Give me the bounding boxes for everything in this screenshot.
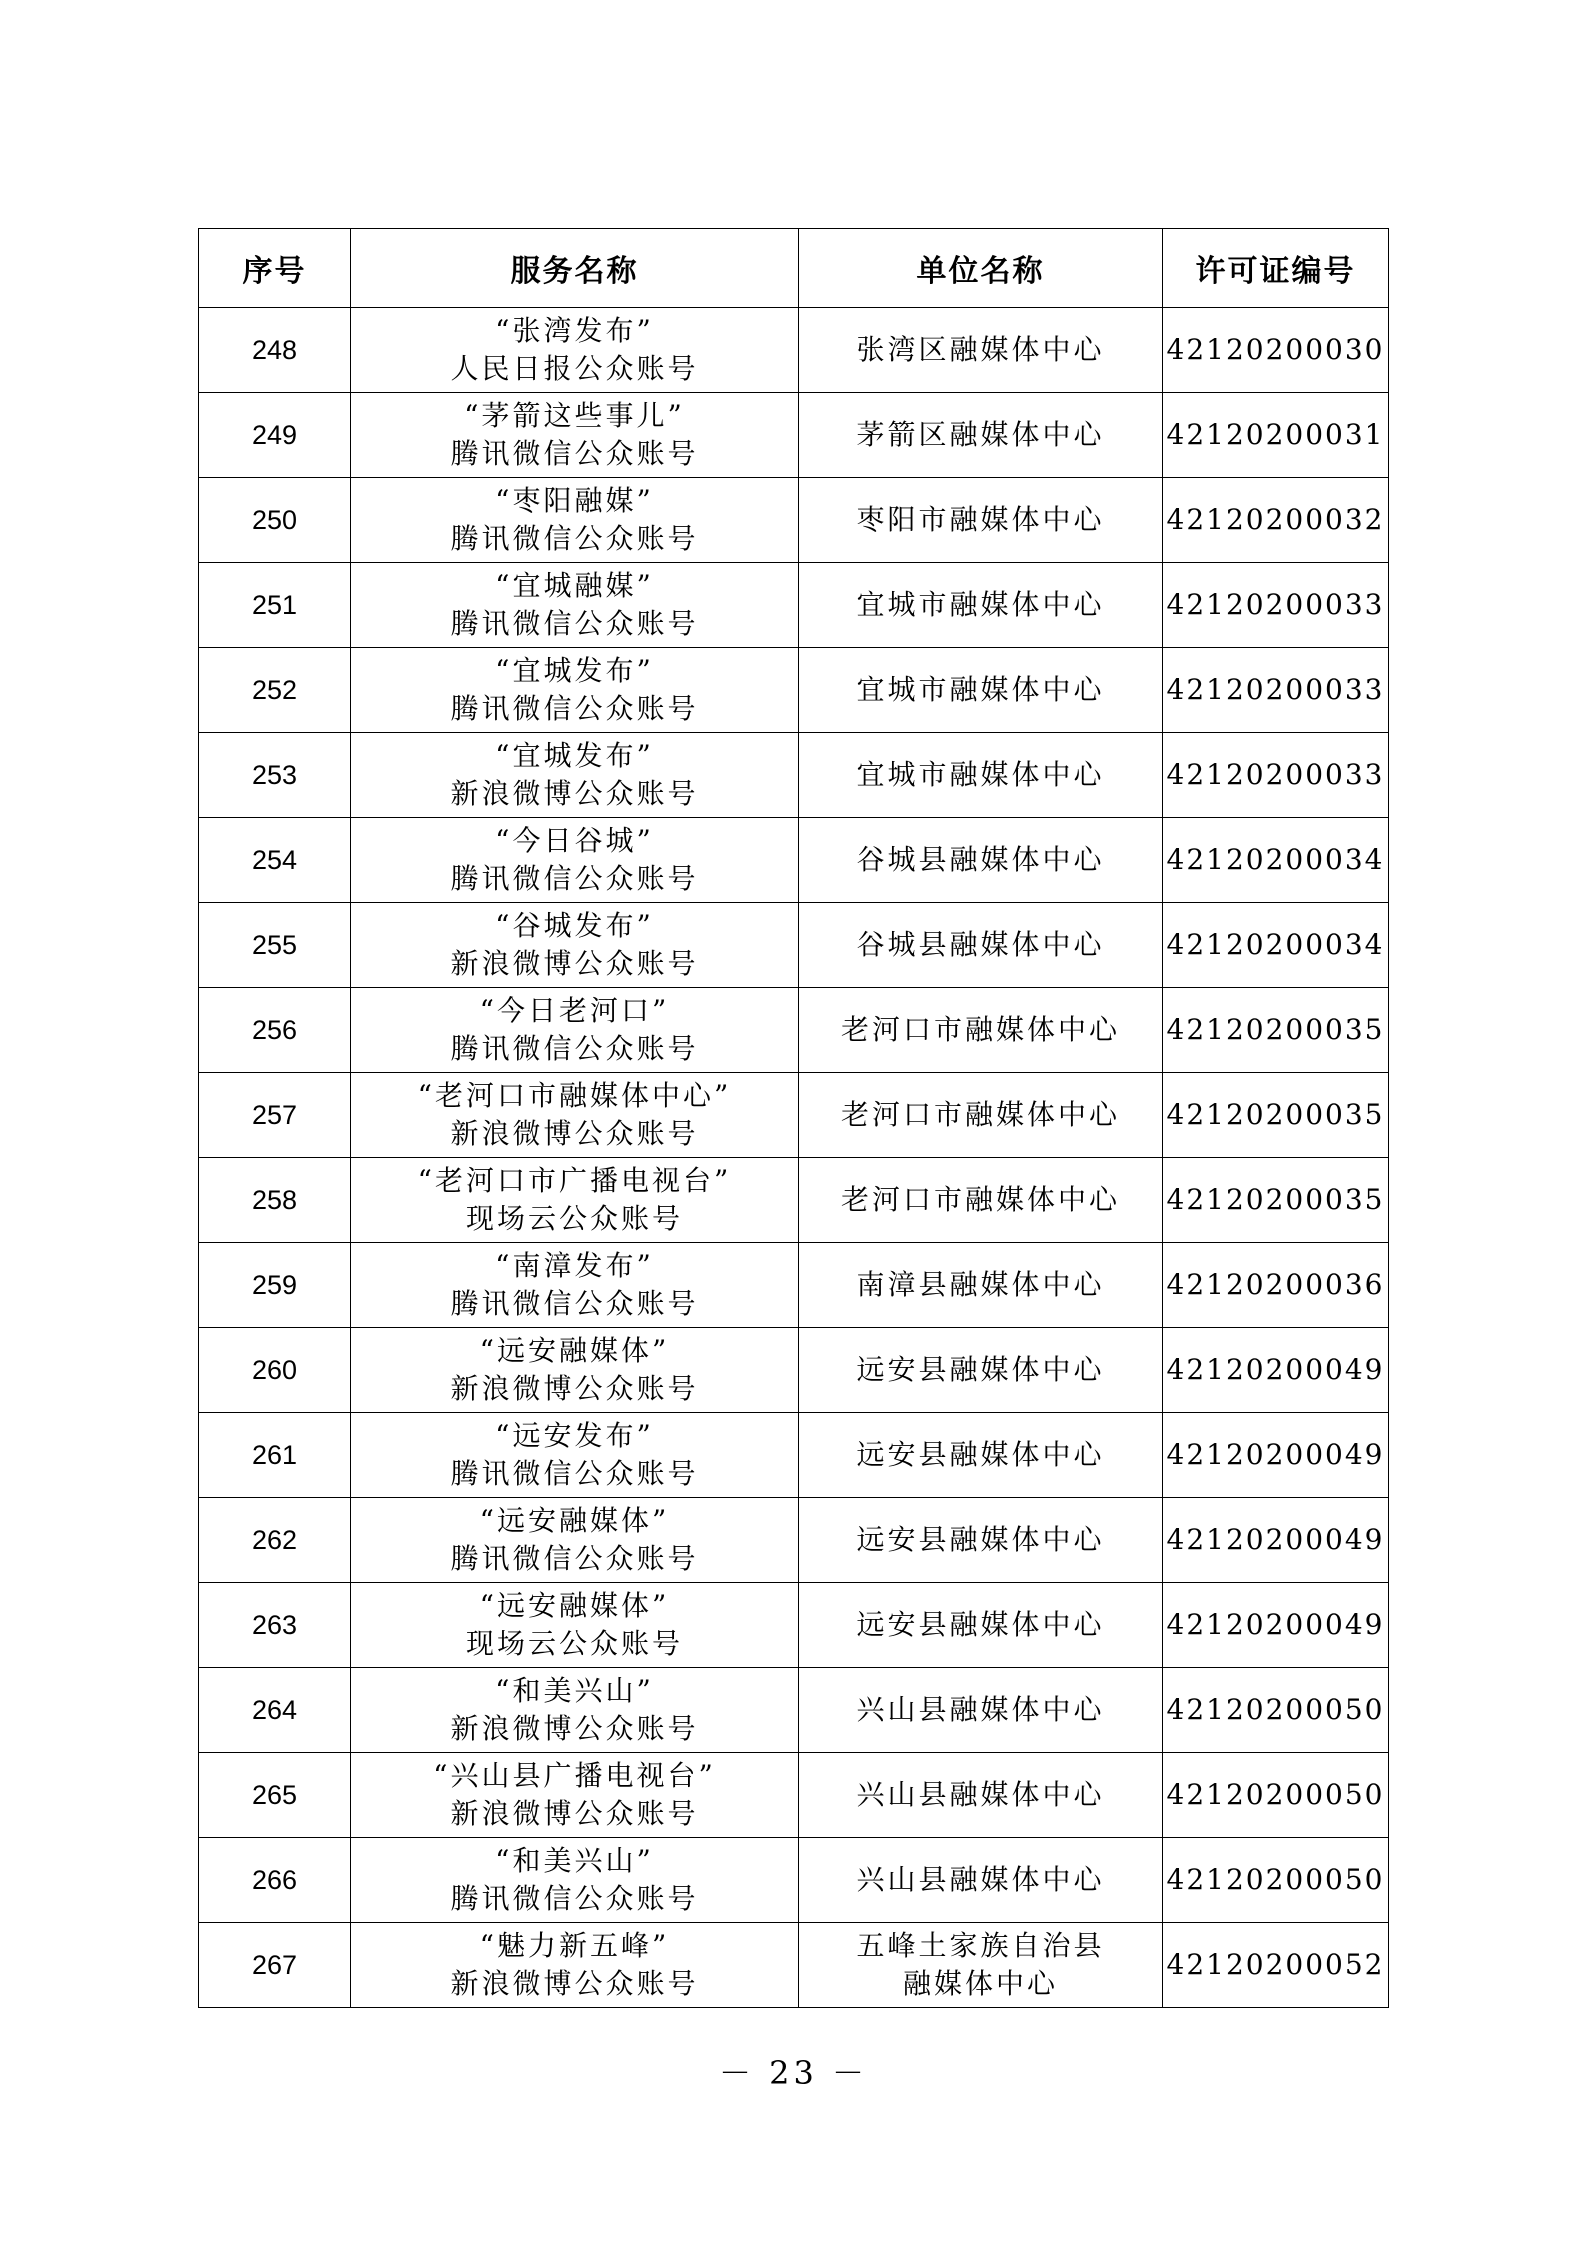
header-license-number: 许可证编号: [1163, 229, 1389, 308]
serial-number-cell: 262: [199, 1498, 351, 1583]
unit-name-line: 宜城市融媒体中心: [856, 588, 1105, 621]
unit-name-cell: [799, 1328, 1163, 1413]
service-name-line: “远安融媒体”: [479, 1334, 670, 1367]
service-name-line: “远安融媒体”: [479, 1589, 670, 1622]
license-number-cell: 42120200050: [1163, 1753, 1389, 1838]
serial-number-cell: 251: [199, 563, 351, 648]
service-name-line: 新浪微博公众账号: [450, 1372, 699, 1405]
table-row: [199, 563, 1389, 648]
service-name-line: “今日谷城”: [495, 824, 654, 857]
service-name-line: 腾讯微信公众账号: [450, 862, 699, 895]
service-name-line: “和美兴山”: [495, 1674, 654, 1707]
unit-name-line: 宜城市融媒体中心: [856, 758, 1105, 791]
unit-name-line: 茅箭区融媒体中心: [856, 418, 1105, 451]
unit-name-cell: [799, 563, 1163, 648]
unit-name-cell: [799, 1498, 1163, 1583]
serial-number-cell: 248: [199, 308, 351, 393]
service-name-line: 腾讯微信公众账号: [450, 1457, 699, 1490]
service-name-cell: [351, 1328, 799, 1413]
unit-name-line: 五峰土家族自治县: [856, 1929, 1105, 1962]
service-name-line: 腾讯微信公众账号: [450, 437, 699, 470]
table-row: [199, 1328, 1389, 1413]
service-name-cell: [351, 818, 799, 903]
unit-name-cell: [799, 1838, 1163, 1923]
unit-name-cell: [799, 1583, 1163, 1668]
license-number-cell: 42120200032: [1163, 478, 1389, 563]
unit-name-line: 远安县融媒体中心: [856, 1438, 1105, 1471]
license-number-cell: 42120200050: [1163, 1668, 1389, 1753]
service-name-line: “远安发布”: [495, 1419, 654, 1452]
table-row: [199, 1243, 1389, 1328]
page-number: － 23 －: [718, 2054, 869, 2092]
service-name-line: 新浪微博公众账号: [450, 777, 699, 810]
unit-name-cell: [799, 1243, 1163, 1328]
service-name-line: “宜城融媒”: [495, 569, 654, 602]
service-name-line: “远安融媒体”: [479, 1504, 670, 1537]
unit-name-line: 远安县融媒体中心: [856, 1353, 1105, 1386]
unit-name-line: 谷城县融媒体中心: [856, 928, 1105, 961]
serial-number-cell: 266: [199, 1838, 351, 1923]
table-row: [199, 733, 1389, 818]
service-name-line: 新浪微博公众账号: [450, 1967, 699, 2000]
service-name-line: 新浪微博公众账号: [450, 1712, 699, 1745]
serial-number-cell: 263: [199, 1583, 351, 1668]
service-name-line: 新浪微博公众账号: [450, 947, 699, 980]
service-name-cell: [351, 1413, 799, 1498]
table-row: [199, 648, 1389, 733]
service-name-line: 腾讯微信公众账号: [450, 692, 699, 725]
service-name-cell: [351, 1498, 799, 1583]
unit-name-line: 老河口市融媒体中心: [840, 1098, 1120, 1131]
unit-name-line: 融媒体中心: [902, 1967, 1058, 2000]
header-serial-number: 序号: [199, 229, 351, 308]
service-name-line: 新浪微博公众账号: [450, 1117, 699, 1150]
table-row: [199, 1838, 1389, 1923]
license-number-cell: 42120200035: [1163, 1073, 1389, 1158]
serial-number-cell: 265: [199, 1753, 351, 1838]
unit-name-line: 兴山县融媒体中心: [856, 1778, 1105, 1811]
service-name-cell: [351, 1073, 799, 1158]
service-name-cell: [351, 1668, 799, 1753]
serial-number-cell: 259: [199, 1243, 351, 1328]
service-name-cell: [351, 478, 799, 563]
unit-name-cell: [799, 818, 1163, 903]
unit-name-cell: [799, 1073, 1163, 1158]
table-row: [199, 988, 1389, 1073]
unit-name-line: 远安县融媒体中心: [856, 1523, 1105, 1556]
license-number-cell: 42120200034: [1163, 818, 1389, 903]
service-name-line: “老河口市广播电视台”: [417, 1164, 732, 1197]
unit-name-line: 宜城市融媒体中心: [856, 673, 1105, 706]
header-unit-name: 单位名称: [799, 229, 1163, 308]
service-name-line: 腾讯微信公众账号: [450, 1542, 699, 1575]
unit-name-line: 老河口市融媒体中心: [840, 1013, 1120, 1046]
serial-number-cell: 249: [199, 393, 351, 478]
service-name-cell: [351, 393, 799, 478]
unit-name-cell: [799, 478, 1163, 563]
service-name-line: 腾讯微信公众账号: [450, 1882, 699, 1915]
service-name-line: “魅力新五峰”: [479, 1929, 670, 1962]
header-row: [199, 229, 1389, 308]
license-number-cell: 42120200050: [1163, 1838, 1389, 1923]
license-number-cell: 42120200034: [1163, 903, 1389, 988]
service-name-cell: [351, 563, 799, 648]
service-name-cell: [351, 1158, 799, 1243]
service-name-line: “宜城发布”: [495, 654, 654, 687]
service-name-line: “老河口市融媒体中心”: [417, 1079, 732, 1112]
unit-name-cell: [799, 1668, 1163, 1753]
service-name-line: 现场云公众账号: [465, 1202, 683, 1235]
serial-number-cell: 255: [199, 903, 351, 988]
serial-number-cell: 253: [199, 733, 351, 818]
table-row: [199, 818, 1389, 903]
unit-name-cell: [799, 308, 1163, 393]
unit-name-line: 兴山县融媒体中心: [856, 1863, 1105, 1896]
unit-name-cell: [799, 1753, 1163, 1838]
serial-number-cell: 261: [199, 1413, 351, 1498]
license-number-cell: 42120200035: [1163, 988, 1389, 1073]
service-name-cell: [351, 988, 799, 1073]
unit-name-line: 老河口市融媒体中心: [840, 1183, 1120, 1216]
serial-number-cell: 252: [199, 648, 351, 733]
unit-name-cell: [799, 988, 1163, 1073]
serial-number-cell: 267: [199, 1923, 351, 2008]
service-name-cell: [351, 1243, 799, 1328]
service-name-line: “和美兴山”: [495, 1844, 654, 1877]
table-body: [199, 308, 1389, 2008]
service-name-cell: [351, 903, 799, 988]
unit-name-line: 兴山县融媒体中心: [856, 1693, 1105, 1726]
service-name-cell: [351, 648, 799, 733]
unit-name-line: 张湾区融媒体中心: [856, 333, 1105, 366]
service-name-line: 腾讯微信公众账号: [450, 607, 699, 640]
unit-name-cell: [799, 1923, 1163, 2008]
unit-name-line: 谷城县融媒体中心: [856, 843, 1105, 876]
service-name-line: “兴山县广播电视台”: [433, 1759, 716, 1792]
unit-name-cell: [799, 733, 1163, 818]
table-row: [199, 308, 1389, 393]
license-number-cell: 42120200049: [1163, 1328, 1389, 1413]
service-name-line: “谷城发布”: [495, 909, 654, 942]
unit-name-cell: [799, 903, 1163, 988]
service-name-cell: [351, 308, 799, 393]
header-service-name: 服务名称: [351, 229, 799, 308]
license-number-cell: 42120200035: [1163, 1158, 1389, 1243]
table-row: [199, 478, 1389, 563]
unit-name-cell: [799, 1158, 1163, 1243]
service-name-line: 人民日报公众账号: [450, 352, 699, 385]
service-name-line: “今日老河口”: [479, 994, 670, 1027]
service-name-cell: [351, 1923, 799, 2008]
license-number-cell: 42120200049: [1163, 1413, 1389, 1498]
license-number-cell: 42120200033: [1163, 733, 1389, 818]
unit-name-line: 枣阳市融媒体中心: [856, 503, 1105, 536]
license-number-cell: 42120200031: [1163, 393, 1389, 478]
service-name-line: “枣阳融媒”: [495, 484, 654, 517]
service-name-line: “南漳发布”: [495, 1249, 654, 1282]
unit-name-cell: [799, 1413, 1163, 1498]
serial-number-cell: 258: [199, 1158, 351, 1243]
license-number-cell: 42120200049: [1163, 1583, 1389, 1668]
service-name-line: 腾讯微信公众账号: [450, 1032, 699, 1065]
service-name-cell: [351, 733, 799, 818]
table-row: [199, 1583, 1389, 1668]
license-number-cell: 42120200036: [1163, 1243, 1389, 1328]
service-name-cell: [351, 1838, 799, 1923]
table-row: [199, 393, 1389, 478]
serial-number-cell: 260: [199, 1328, 351, 1413]
service-name-cell: [351, 1753, 799, 1838]
table-row: [199, 903, 1389, 988]
table-row: [199, 1158, 1389, 1243]
unit-name-cell: [799, 648, 1163, 733]
service-name-line: “张湾发布”: [495, 314, 654, 347]
license-number-cell: 42120200033: [1163, 648, 1389, 733]
service-name-cell: [351, 1583, 799, 1668]
license-number-cell: 42120200033: [1163, 563, 1389, 648]
serial-number-cell: 256: [199, 988, 351, 1073]
table-row: [199, 1498, 1389, 1583]
table-header: [199, 229, 1389, 308]
service-name-line: 腾讯微信公众账号: [450, 1287, 699, 1320]
service-name-line: “宜城发布”: [495, 739, 654, 772]
unit-name-cell: [799, 393, 1163, 478]
service-name-line: “茅箭这些事儿”: [464, 399, 685, 432]
table-row: [199, 1753, 1389, 1838]
table-row: [199, 1668, 1389, 1753]
unit-name-line: 南漳县融媒体中心: [856, 1268, 1105, 1301]
license-number-cell: 42120200030: [1163, 308, 1389, 393]
table-row: [199, 1073, 1389, 1158]
service-name-line: 腾讯微信公众账号: [450, 522, 699, 555]
serial-number-cell: 250: [199, 478, 351, 563]
service-name-line: 新浪微博公众账号: [450, 1797, 699, 1830]
table-row: [199, 1923, 1389, 2008]
license-number-cell: 42120200049: [1163, 1498, 1389, 1583]
license-table: [198, 228, 1389, 2008]
service-name-line: 现场云公众账号: [465, 1627, 683, 1660]
license-number-cell: 42120200052: [1163, 1923, 1389, 2008]
table-row: [199, 1413, 1389, 1498]
unit-name-line: 远安县融媒体中心: [856, 1608, 1105, 1641]
serial-number-cell: 257: [199, 1073, 351, 1158]
serial-number-cell: 254: [199, 818, 351, 903]
serial-number-cell: 264: [199, 1668, 351, 1753]
